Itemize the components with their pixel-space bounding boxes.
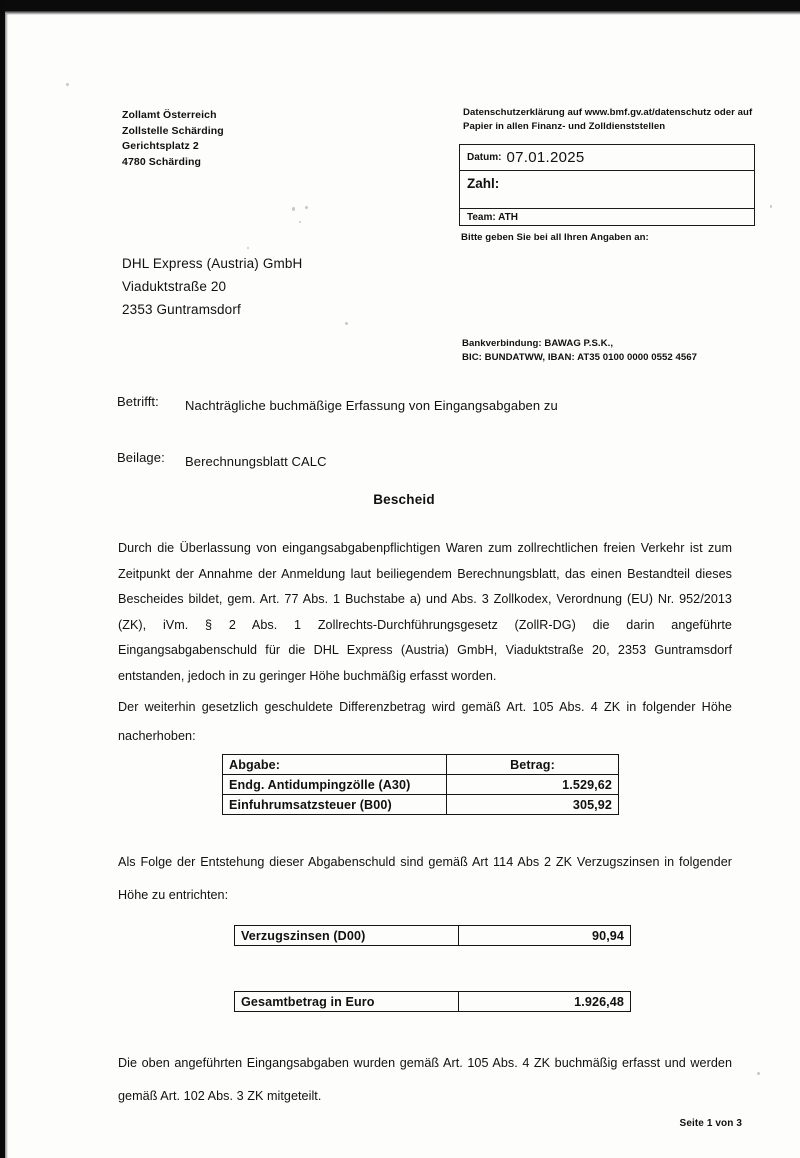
header-box-reference-row [460, 171, 754, 209]
scan-speck [66, 83, 69, 86]
total-label: Gesamtbetrag in Euro [235, 992, 459, 1012]
privacy-notice: Datenschutzerklärung auf www.bmf.gv.at/datenschutz oder auf Papier in allen Finanz- und Zolldienststellen [463, 107, 753, 132]
scan-speck [757, 1072, 760, 1075]
attachment-value: Berechnungsblatt CALC [185, 454, 327, 469]
sender-line: Zollamt Österreich [122, 109, 217, 121]
table-row [223, 795, 619, 815]
subject-label: Betrifft: [117, 394, 159, 409]
bank-iban-line: BIC: BUNDATWW, IBAN: AT35 0100 0000 0552 4567 [462, 351, 698, 363]
duty-type-label: Einfuhrumsatzsteuer (B00) [223, 795, 447, 815]
sender-line: Gerichtsplatz 2 [122, 140, 199, 152]
duty-type-label: Endg. Antidumpingzölle (A30) [223, 775, 447, 795]
duty-amount-value: 305,92 [447, 795, 619, 815]
interest-label: Verzugszinsen (D00) [235, 926, 459, 946]
duty-amount-value: 1.529,62 [447, 775, 619, 795]
header-box-team-row [460, 209, 754, 225]
scan-speck [345, 322, 348, 325]
body-paragraph-legal-basis: Durch die Überlassung von eingangsabgabenpflichtigen Waren zum zollrechtlichen freien Verkehr ist zum Zeitpunkt der Annahme der Anmeldung laut beiliegendem Berechnungsblatt, das einen Bestandteil dieses Bescheides bildet, gem. Art. 77 Abs. 1 Buchstabe a) und Abs. 3 Zollkodex, Verordnung (EU) Nr. 952/2013 (ZK), iVm. § 2 Abs. 1 Zollrechts-Durchführungsgesetz (ZollR-DG) die darin angeführte Eingangsabgabenschuld für die DHL Express (Austria) GmbH, Viaduktstraße 20, 2353 Guntramsdorf entstanden, jedoch in zu geringer Höhe buchmäßig erfasst worden. [118, 541, 732, 683]
date-label: Datum: [467, 152, 502, 163]
body-paragraph-notification: Die oben angeführten Eingangsabgaben wurden gemäß Art. 105 Abs. 4 ZK buchmäßig erfasst und werden gemäß Art. 102 Abs. 3 ZK mitgeteilt. [118, 1056, 732, 1103]
table-row [235, 992, 631, 1012]
document-title: Bescheid [373, 492, 435, 507]
interest-table [234, 925, 631, 946]
scan-speck [305, 206, 308, 209]
interest-amount-value: 90,94 [459, 926, 631, 946]
date-value: 07.01.2025 [506, 149, 585, 166]
body-paragraph-difference-amount: Der weiterhin gesetzlich geschuldete Differenzbetrag wird gemäß Art. 105 Abs. 4 ZK in folgender Höhe nacherhoben: [118, 700, 732, 743]
table-row [223, 775, 619, 795]
reference-instruction-note: Bitte geben Sie bei all Ihren Angaben an: [461, 232, 649, 243]
recipient-line: DHL Express (Austria) GmbH [122, 256, 303, 271]
body-paragraph-default-interest: Als Folge der Entstehung dieser Abgabenschuld sind gemäß Art 114 Abs 2 ZK Verzugszinsen in folgender Höhe zu entrichten: [118, 855, 732, 902]
recipient-line: Viaduktstraße 20 [122, 279, 227, 294]
sender-line: Zollstelle Schärding [122, 124, 224, 137]
scan-top-edge-gradient [0, 11, 800, 15]
reference-number-label: Zahl: [467, 176, 500, 191]
scan-speck [299, 221, 301, 223]
duties-column-header-amount: Betrag: [447, 755, 619, 775]
scan-top-edge [0, 0, 800, 11]
scan-speck [247, 247, 249, 249]
scan-left-edge-gradient [5, 14, 8, 1158]
bank-details-block [462, 337, 697, 364]
bank-name-line: Bankverbindung: BAWAG P.S.K., [462, 338, 614, 349]
subject-value: Nachträgliche buchmäßige Erfassung von Eingangsabgaben zu [185, 398, 558, 413]
attachment-label: Beilage: [117, 450, 165, 465]
total-amount-value: 1.926,48 [459, 992, 631, 1012]
page-indicator: Seite 1 von 3 [679, 1118, 742, 1129]
header-box-date-row [460, 145, 754, 171]
table-header-row [223, 755, 619, 775]
sender-line: 4780 Schärding [122, 155, 202, 168]
sender-address-block [122, 108, 224, 170]
duties-table [222, 754, 619, 815]
recipient-address-block [122, 252, 302, 321]
team-label: Team: ATH [467, 211, 518, 223]
header-reference-box [459, 144, 755, 226]
recipient-line: 2353 Guntramsdorf [122, 302, 241, 317]
table-row [235, 926, 631, 946]
scan-speck [292, 207, 295, 211]
scan-speck [770, 205, 772, 208]
duties-column-header-type: Abgabe: [223, 755, 447, 775]
total-table [234, 991, 631, 1012]
